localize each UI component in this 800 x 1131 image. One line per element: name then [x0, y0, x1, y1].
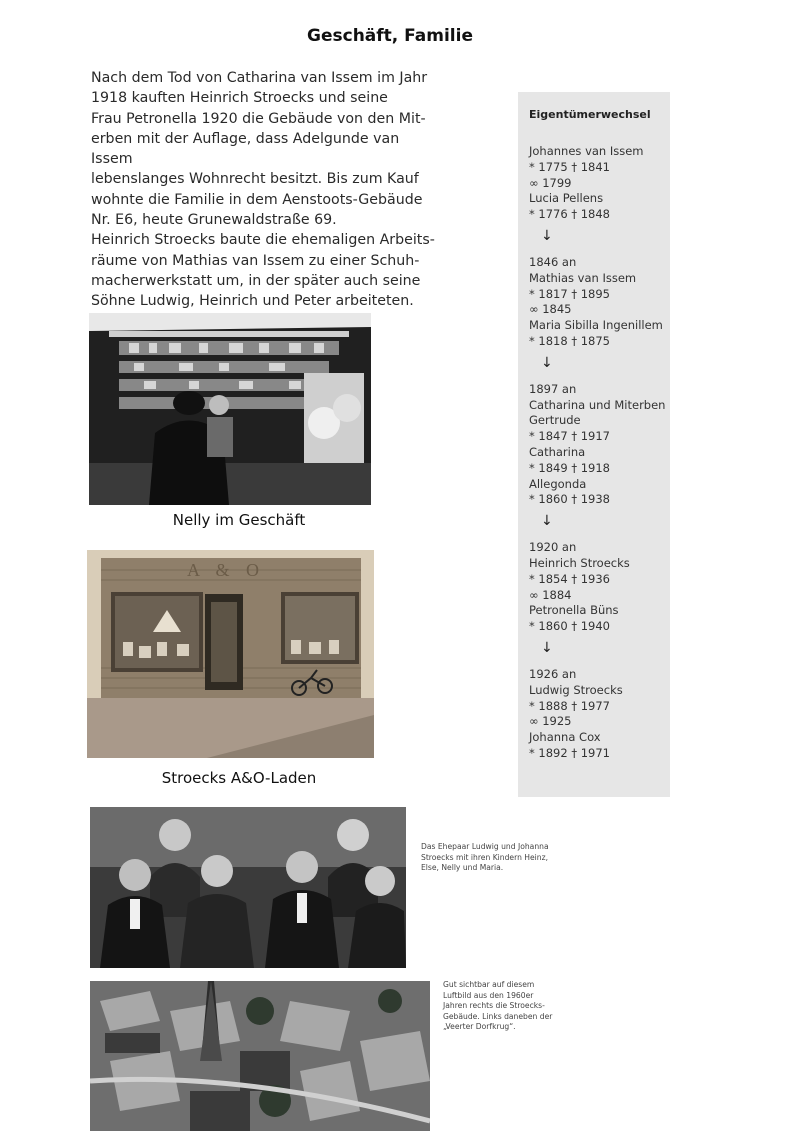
caption-line: Else, Nelly und Maria.	[421, 863, 504, 873]
caption-line: Jahren rechts die Stroecks-	[443, 1001, 545, 1011]
intro-text	[91, 68, 436, 312]
owner-block	[529, 667, 669, 762]
owner-line: * 1860 † 1938	[529, 492, 610, 507]
owner-line: Catharina und Miterben	[529, 397, 666, 412]
storefront-sign-text: A & O	[187, 560, 266, 580]
intro-line: Nr. E6, heute Grunewaldstraße 69.	[91, 212, 337, 229]
owner-change-sidebar	[518, 92, 670, 797]
owner-line: Allegonda	[529, 476, 587, 491]
owner-block	[529, 382, 669, 508]
intro-line: Söhne Ludwig, Heinrich und Peter arbeiteten.	[91, 293, 414, 310]
aerial-caption	[443, 980, 563, 1033]
owner-line: * 1817 † 1895	[529, 286, 610, 301]
owner-line: Johanna Cox	[529, 730, 601, 745]
family-caption	[421, 842, 561, 874]
owner-line: ∞ 1845	[529, 302, 572, 317]
intro-line: lebenslanges Wohnrecht besitzt. Bis zum Kauf	[91, 171, 419, 188]
owner-block	[529, 255, 669, 350]
intro-line: Nach dem Tod von Catharina van Issem im Jahr	[91, 70, 428, 86]
intro-line: räume von Mathias van Issem zu einer Schuh-	[91, 252, 420, 269]
caption-line: Gebäude. Links daneben der	[443, 1011, 553, 1021]
owner-line: Lucia Pellens	[529, 191, 604, 206]
page-title: Geschäft, Familie	[307, 26, 473, 46]
owner-line: * 1818 † 1875	[529, 333, 610, 348]
down-arrow-icon: ↓	[541, 227, 553, 244]
intro-line: macherwerkstatt um, in der später auch seine	[91, 272, 421, 289]
owner-line: * 1776 † 1848	[529, 207, 610, 222]
caption-line: Stroecks mit ihren Kindern Heinz,	[421, 852, 549, 862]
owner-line: 1926 an	[529, 666, 577, 681]
down-arrow-icon: ↓	[541, 513, 553, 530]
owner-line: Heinrich Stroecks	[529, 555, 630, 570]
intro-line: erben mit der Auflage, dass Adelgunde van Issem	[91, 130, 400, 168]
owner-line: * 1847 † 1917	[529, 429, 610, 444]
owner-line: Maria Sibilla Ingenillem	[529, 318, 663, 333]
owner-line: Petronella Büns	[529, 603, 619, 618]
owner-line: Ludwig Stroecks	[529, 682, 623, 697]
owner-block	[529, 144, 669, 223]
caption-line: „Veerter Dorfkrug“.	[443, 1022, 516, 1032]
owner-line: Johannes van Issem	[529, 144, 644, 158]
caption-line: Gut sichtbar auf diesem	[443, 980, 535, 989]
owner-line: 1897 an	[529, 381, 577, 396]
owner-line: Gertrude	[529, 413, 581, 428]
family-photo	[90, 807, 406, 968]
owner-line: 1846 an	[529, 254, 577, 269]
aerial-photo	[90, 981, 430, 1131]
storefront-caption: Stroecks A&O-Laden	[161, 769, 317, 787]
owner-line: * 1888 † 1977	[529, 698, 610, 713]
owner-line: * 1854 † 1936	[529, 571, 610, 586]
owner-line: ∞ 1884	[529, 587, 572, 602]
intro-line: 1918 kauften Heinrich Stroecks und seine	[91, 90, 388, 107]
owner-line: ∞ 1925	[529, 714, 572, 729]
owner-line: * 1775 † 1841	[529, 159, 610, 174]
owner-line: * 1892 † 1971	[529, 745, 610, 760]
caption-line: Das Ehepaar Ludwig und Johanna	[421, 842, 549, 851]
intro-line: Heinrich Stroecks baute die ehemaligen Arbeits-	[91, 232, 435, 249]
owner-block	[529, 540, 669, 635]
owner-line: ∞ 1799	[529, 175, 572, 190]
owner-list	[529, 144, 669, 762]
intro-line: wohnte die Familie in dem Aenstoots-Gebäude	[91, 191, 423, 208]
owner-line: * 1849 † 1918	[529, 460, 610, 475]
sidebar-title: Eigentümerwechsel	[529, 108, 651, 121]
down-arrow-icon: ↓	[541, 639, 553, 656]
owner-line: * 1860 † 1940	[529, 619, 610, 634]
shop-interior-photo	[89, 313, 371, 505]
owner-line: Mathias van Issem	[529, 270, 637, 285]
storefront-photo	[87, 550, 374, 758]
owner-line: Catharina	[529, 444, 586, 459]
caption-line: Luftbild aus den 1960er	[443, 990, 534, 1000]
down-arrow-icon: ↓	[541, 354, 553, 371]
shop-interior-caption: Nelly im Geschäft	[172, 511, 306, 529]
owner-line: 1920 an	[529, 540, 577, 555]
intro-line: Frau Petronella 1920 die Gebäude von den Mit-	[91, 110, 426, 127]
